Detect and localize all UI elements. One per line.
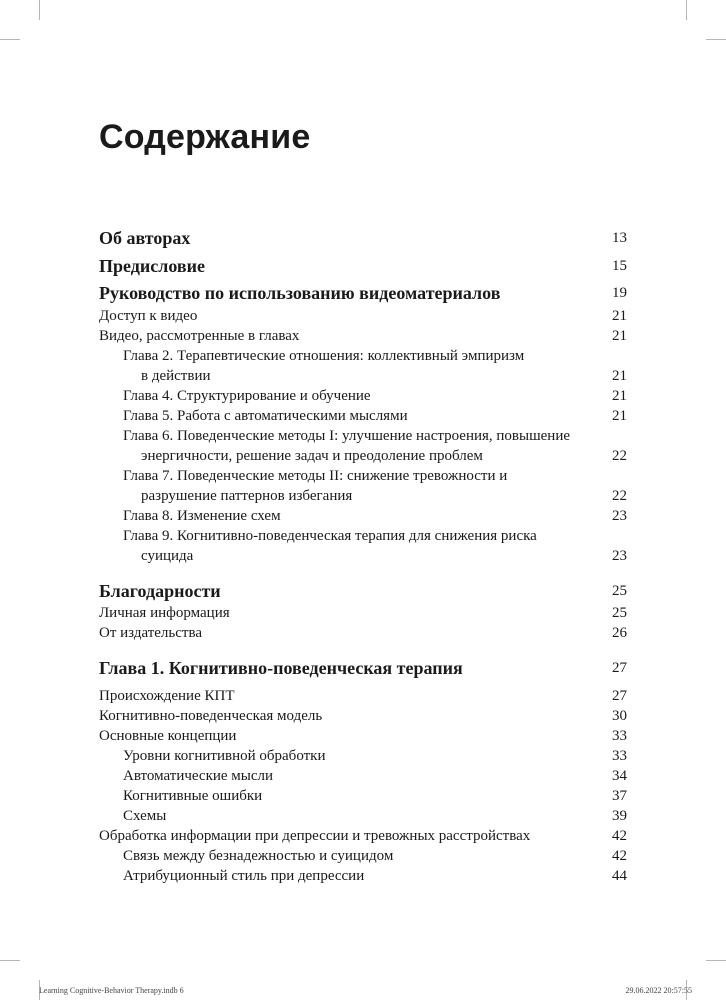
crop-mark-right-bottom <box>706 960 726 961</box>
toc-entry-title: Глава 2. Терапевтические отношения: коллективный эмпиризм <box>123 348 525 364</box>
toc-entry-title-continuation: разрушение паттернов избегания <box>141 488 353 504</box>
toc-entry-title: Когнитивные ошибки <box>123 788 263 804</box>
toc-page-number: 15 <box>612 258 627 274</box>
toc-entry <box>99 786 627 806</box>
toc-page-number: 33 <box>612 748 627 764</box>
toc-page-number: 21 <box>612 388 627 404</box>
crop-mark-right-top <box>706 39 726 40</box>
toc-entry-title: Когнитивно-поведенческая модель <box>99 708 323 724</box>
toc-entry-title: Основные концепции <box>99 728 237 744</box>
toc-page-number: 33 <box>612 728 627 744</box>
toc-entry <box>99 406 627 426</box>
toc-entry <box>99 766 627 786</box>
toc-page-number: 21 <box>612 368 627 384</box>
toc-page-number: 27 <box>612 660 627 676</box>
toc-entry <box>99 386 627 406</box>
toc-page-number: 34 <box>612 768 627 784</box>
toc-entry <box>99 623 627 643</box>
toc-entry-title: Уровни когнитивной обработки <box>123 748 326 764</box>
toc-entry-title: Видео, рассмотренные в главах <box>99 328 300 344</box>
toc-page-number: 22 <box>612 448 627 464</box>
crop-mark-top-left <box>39 0 40 20</box>
toc-entry <box>99 306 627 326</box>
toc-page-number: 27 <box>612 688 627 704</box>
toc-entry-title: Личная информация <box>99 605 230 621</box>
crop-mark-top-right <box>686 0 687 20</box>
toc-entry <box>99 846 627 866</box>
toc-page-number: 42 <box>612 828 627 844</box>
toc-page-number: 13 <box>612 230 627 246</box>
toc-entry <box>99 686 627 706</box>
toc-entry <box>99 326 627 346</box>
toc-entry-title-continuation: суицида <box>141 548 194 564</box>
toc-entry <box>99 866 627 886</box>
toc-entry <box>99 826 627 846</box>
footer-file-slug: Learning Cognitive-Behavior Therapy.indb 6 <box>39 986 184 995</box>
toc-section-heading <box>99 281 627 305</box>
toc-entry-title: Глава 4. Структурирование и обучение <box>123 388 371 404</box>
toc-entry-title: Глава 7. Поведенческие методы II: снижение тревожности и <box>123 468 508 484</box>
toc-page-number: 21 <box>612 408 627 424</box>
toc-entry-title: Схемы <box>123 808 167 824</box>
page-title: Содержание <box>99 118 311 156</box>
toc-entry-title: Глава 8. Изменение схем <box>123 508 281 524</box>
toc-entry-title-continuation: энергичности, решение задач и преодоление проблем <box>141 448 483 464</box>
toc-page-number: 25 <box>612 605 627 621</box>
toc-page-number: 21 <box>612 308 627 324</box>
toc-entry-title: Обработка информации при депрессии и тревожных расстройствах <box>99 828 531 844</box>
toc-entry-title: Глава 6. Поведенческие методы I: улучшение настроения, повышение <box>123 428 571 444</box>
toc-page-number: 23 <box>612 508 627 524</box>
toc-entry <box>99 603 627 623</box>
toc-entry-title: Связь между безнадежностью и суицидом <box>123 848 394 864</box>
crop-mark-left-top <box>0 39 20 40</box>
toc-page-number: 30 <box>612 708 627 724</box>
toc-entry-title: Предисловие <box>99 256 205 276</box>
toc-entry <box>99 526 627 566</box>
toc-page-number: 23 <box>612 548 627 564</box>
toc-section-heading <box>99 579 627 603</box>
toc-entry-title: Доступ к видео <box>99 308 198 324</box>
toc-entry <box>99 746 627 766</box>
toc-page-number: 22 <box>612 488 627 504</box>
toc-entry-title: Глава 5. Работа с автоматическими мыслями <box>123 408 408 424</box>
toc-entry-title: Глава 1. Когнитивно-поведенческая терапия <box>99 658 463 678</box>
toc-entry-title: Благодарности <box>99 581 221 601</box>
toc-entry <box>99 346 627 386</box>
toc-entry <box>99 466 627 506</box>
toc-page-number: 21 <box>612 328 627 344</box>
toc-page-number: 19 <box>612 285 627 301</box>
toc-entry <box>99 806 627 826</box>
toc-section-heading <box>99 254 627 278</box>
toc-entry-title: Атрибуционный стиль при депрессии <box>123 868 365 884</box>
toc-entry-title: От издательства <box>99 625 203 641</box>
toc-entry-title: Глава 9. Когнитивно-поведенческая терапия для снижения риска <box>123 528 537 544</box>
toc-entry <box>99 426 627 466</box>
footer-timestamp: 29.06.2022 20:57:55 <box>625 986 692 995</box>
crop-mark-left-bottom <box>0 960 20 961</box>
toc-entry-title: Об авторах <box>99 228 191 248</box>
toc-section-heading <box>99 656 627 680</box>
toc-entry-title: Автоматические мысли <box>123 768 274 784</box>
toc-page-number: 25 <box>612 583 627 599</box>
toc-entry-title-continuation: в действии <box>141 368 211 384</box>
toc-page-number: 37 <box>612 788 627 804</box>
toc-entry <box>99 706 627 726</box>
toc-entry <box>99 726 627 746</box>
toc-entry <box>99 506 627 526</box>
toc-page-number: 44 <box>612 868 627 884</box>
toc-page-number: 42 <box>612 848 627 864</box>
toc-page-number: 26 <box>612 625 627 641</box>
toc-page-number: 39 <box>612 808 627 824</box>
toc-entry-title: Руководство по использованию видеоматериалов <box>99 283 501 303</box>
toc-section-heading <box>99 226 627 250</box>
toc-entry-title: Происхождение КПТ <box>99 688 235 704</box>
